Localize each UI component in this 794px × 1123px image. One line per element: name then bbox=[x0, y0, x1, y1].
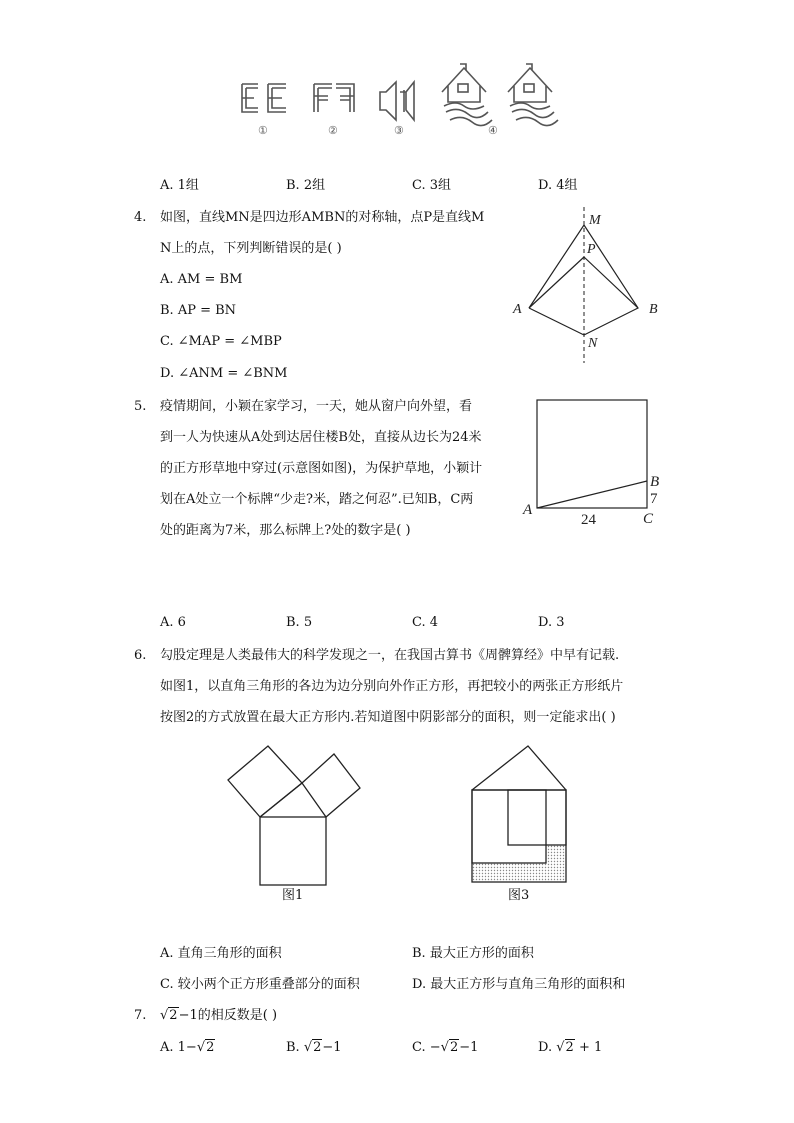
q5-lawn-diagram bbox=[515, 393, 675, 528]
q4-option-c[interactable]: C. ∠MAP = ∠MBP bbox=[160, 334, 282, 349]
label-a: A bbox=[513, 302, 522, 317]
q7-option-b-suffix: −1 bbox=[322, 1040, 342, 1055]
figure-label-3: ③ bbox=[394, 124, 404, 137]
q7-stem bbox=[160, 1006, 277, 1026]
label-a: A bbox=[523, 502, 533, 518]
fig3-caption: 图3 bbox=[508, 888, 530, 903]
q3-option-c[interactable]: C. 3组 bbox=[412, 178, 452, 193]
left-square bbox=[228, 746, 302, 817]
q4-option-d[interactable]: D. ∠ANM = ∠BNM bbox=[160, 366, 288, 381]
segment-bp bbox=[584, 257, 638, 308]
q4-stem-line1: 如图，直线MN是四边形AMBN的对称轴，点P是直线M bbox=[160, 210, 485, 225]
q7-option-a-radicand: 2 bbox=[206, 1040, 215, 1055]
q7-radicand: 2 bbox=[169, 1008, 178, 1023]
figure-4-houses-icon bbox=[442, 64, 558, 126]
sqrt-icon: √ bbox=[160, 1008, 169, 1023]
q5-line4: 划在A处立一个标牌“少走?米，踏之何忍”.已知B，C两 bbox=[160, 492, 474, 507]
right-square bbox=[302, 754, 360, 817]
q7-stem-suffix: −1的相反数是( ) bbox=[178, 1008, 278, 1023]
q7-number: 7. bbox=[134, 1008, 147, 1023]
q3-option-a[interactable]: A. 1组 bbox=[160, 178, 199, 193]
figure-label-2: ② bbox=[328, 124, 338, 137]
label-b: B bbox=[649, 302, 658, 317]
label-b: B bbox=[650, 474, 660, 490]
roof-triangle bbox=[472, 746, 566, 790]
figure-3-speaker-icon bbox=[380, 82, 414, 120]
q5-line3: 的正方形草地中穿过(示意图如图)，为保护草地，小颖计 bbox=[160, 461, 483, 476]
q3-option-d[interactable]: D. 4组 bbox=[538, 178, 578, 193]
label-p: P bbox=[587, 242, 596, 257]
square-lawn bbox=[537, 400, 647, 508]
q6-line2: 如图1，以直角三角形的各边为边分别向外作正方形，再把较小的两张正方形纸片 bbox=[160, 679, 624, 694]
label-24: 24 bbox=[581, 512, 596, 528]
q7-option-c[interactable] bbox=[412, 1038, 478, 1058]
q4-kite-diagram bbox=[505, 205, 675, 365]
q7-option-c-radicand: 2 bbox=[449, 1040, 459, 1055]
path-ab bbox=[537, 481, 647, 508]
q5-option-a[interactable]: A. 6 bbox=[160, 615, 186, 630]
q6-figure-1 bbox=[220, 740, 370, 890]
q7-option-d-suffix: + 1 bbox=[574, 1040, 603, 1055]
sqrt-icon: √ bbox=[440, 1040, 449, 1055]
figure-2-ff-icon bbox=[314, 84, 354, 112]
q6-option-a[interactable]: A. 直角三角形的面积 bbox=[160, 946, 282, 961]
q6-option-c[interactable]: C. 较小两个正方形重叠部分的面积 bbox=[160, 977, 360, 992]
q4-option-a[interactable]: A. AM = BM bbox=[160, 272, 243, 287]
q4-option-b[interactable]: B. AP = BN bbox=[160, 303, 237, 318]
q6-number: 6. bbox=[134, 648, 147, 663]
q7-option-d-radicand: 2 bbox=[565, 1040, 574, 1055]
label-c: C bbox=[643, 511, 654, 527]
fig1-caption: 图1 bbox=[282, 888, 304, 903]
q5-line5: 处的距离为7米，那么标牌上?处的数字是( ) bbox=[160, 523, 411, 538]
q7-option-b-prefix: B. bbox=[286, 1040, 304, 1055]
q5-line2: 到一人为快速从A处到达居住楼B处，直接从边长为24米 bbox=[160, 430, 482, 445]
largest-square bbox=[260, 817, 326, 885]
q5-option-d[interactable]: D. 3 bbox=[538, 615, 565, 630]
q4-stem-line2: N上的点，下列判断错误的是( ) bbox=[160, 241, 342, 256]
q7-option-c-suffix: −1 bbox=[459, 1040, 479, 1055]
q6-line3: 按图2的方式放置在最大正方形内.若知道图中阴影部分的面积，则一定能求出( ) bbox=[160, 710, 616, 725]
sqrt-icon: √ bbox=[556, 1040, 565, 1055]
label-n: N bbox=[588, 336, 598, 351]
figure-label-1: ① bbox=[258, 124, 268, 137]
q4-number: 4. bbox=[134, 210, 147, 225]
q7-option-d-prefix: D. bbox=[538, 1040, 557, 1055]
q7-option-d[interactable] bbox=[538, 1038, 602, 1058]
label-7: 7 bbox=[650, 491, 658, 507]
q5-option-b[interactable]: B. 5 bbox=[286, 615, 313, 630]
q6-figure-3 bbox=[460, 740, 580, 890]
small-square-1 bbox=[508, 790, 566, 845]
q7-option-a[interactable] bbox=[160, 1038, 215, 1058]
figure-1-ee-icon bbox=[242, 84, 286, 112]
q6-line1: 勾股定理是人类最伟大的科学发现之一，在我国古算书《周髀算经》中早有记载. bbox=[160, 648, 620, 663]
q5-option-c[interactable]: C. 4 bbox=[412, 615, 439, 630]
q7-option-c-prefix: C. − bbox=[412, 1040, 441, 1055]
q5-number: 5. bbox=[134, 399, 147, 414]
sqrt-icon: √ bbox=[303, 1040, 313, 1055]
label-m: M bbox=[589, 213, 601, 228]
q3-option-b[interactable]: B. 2组 bbox=[286, 178, 326, 193]
small-square-2 bbox=[472, 790, 546, 863]
q6-option-b[interactable]: B. 最大正方形的面积 bbox=[412, 946, 534, 961]
sqrt-icon: √ bbox=[196, 1040, 206, 1055]
figure-label-4: ④ bbox=[488, 124, 498, 137]
segment-ap bbox=[529, 257, 584, 308]
q7-option-b[interactable] bbox=[286, 1038, 342, 1058]
q7-option-b-radicand: 2 bbox=[313, 1040, 322, 1055]
q7-option-a-prefix: A. 1− bbox=[160, 1040, 197, 1055]
q6-option-d[interactable]: D. 最大正方形与直角三角形的面积和 bbox=[412, 977, 626, 992]
q5-line1: 疫情期间，小颖在家学习，一天，她从窗户向外望，看 bbox=[160, 399, 473, 414]
